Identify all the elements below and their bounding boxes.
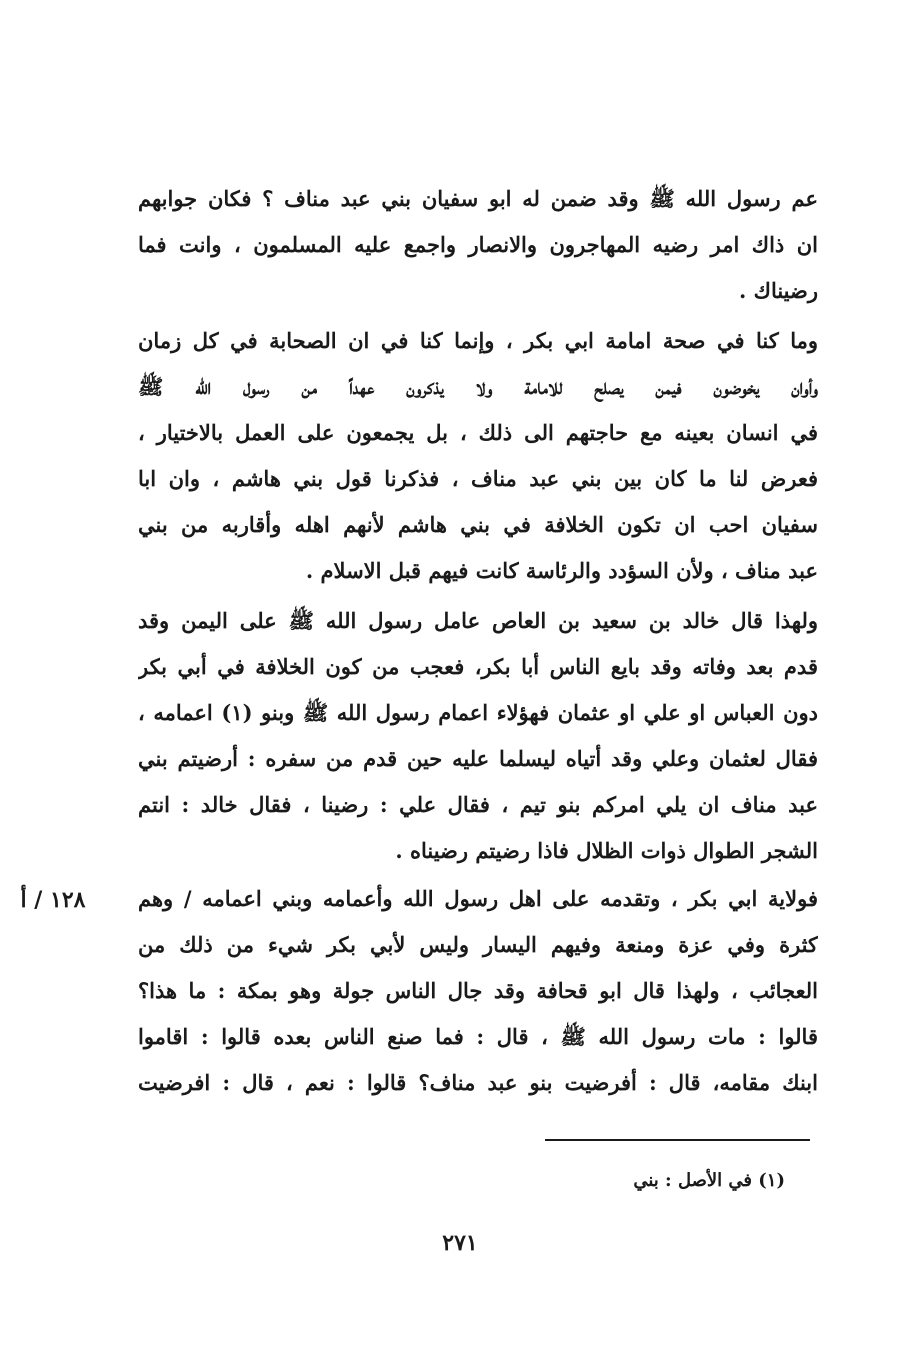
text-line: وما كنا في صحة امامة ابي بكر ، وإنما كنا في ان الصحابة في كل زمان [138, 328, 818, 353]
text-line: ولهذا قال خالد بن سعيد بن العاص عامل رسول الله ﷺ على اليمن وقد [138, 608, 818, 633]
text-line: ان ذاك امر رضيه المهاجرون والانصار واجمع عليه المسلمون ، وانت فما [138, 232, 818, 257]
text-line: فعرض لنا ما كان بين بني عبد مناف ، فذكرنا قول بني هاشم ، وان ابا [138, 466, 818, 491]
manuscript-folio-note: ١٢٨ / أ [20, 887, 86, 913]
text-line: فقال لعثمان وعلي وقد أتياه ليسلما عليه حين قدم من سفره : أرضيتم بني [138, 746, 818, 771]
text-line: قالوا : مات رسول الله ﷺ ، قال : فما صنع الناس بعده قالوا : اقاموا [138, 1024, 818, 1049]
text-line: الشجر الطوال ذوات الظلال فاذا رضيتم رضيناه . [395, 838, 818, 863]
text-line: وأوان يخوضون فيمن يصلح للامامة ولا يذكرون عهداً من رسول الله ﷺ [138, 374, 818, 399]
text-line: فولاية ابي بكر ، وتقدمه على اهل رسول الله وأعمامه وبني اعمامه / وهم [138, 886, 818, 911]
text-line: سفيان احب ان تكون الخلافة في بني هاشم لأنهم اهله وأقاربه من بني [138, 512, 818, 537]
text-line: عبد مناف ، ولأن السؤدد والرئاسة كانت فيهم قبل الاسلام . [305, 558, 818, 583]
paragraph-2 [138, 318, 818, 594]
text-line: في انسان بعينه مع حاجتهم الى ذلك ، بل يجمعون على العمل بالاختيار ، [138, 420, 818, 445]
footnote-divider [545, 1139, 810, 1141]
text-line: قدم بعد وفاته وقد بايع الناس أبا بكر، فعجب من كون الخلافة في أبي بكر [138, 654, 818, 679]
page-number: ٢٧١ [442, 1230, 478, 1256]
text-line: رضيناك . [739, 278, 818, 303]
text-line: ابنك مقامه، قال : أفرضيت بنو عبد مناف؟ قالوا : نعم ، قال : افرضيت [138, 1070, 818, 1095]
text-line: العجائب ، ولهذا قال ابو قحافة وقد جال الناس جولة وهو بمكة : ما هذا؟ [138, 978, 818, 1003]
text-line: عم رسول الله ﷺ وقد ضمن له ابو سفيان بني عبد مناف ؟ فكان جوابهم [138, 186, 818, 211]
footnote: (١) في الأصل : بني [633, 1170, 785, 1191]
paragraph-3 [138, 598, 818, 874]
text-line: دون العباس او علي او عثمان فهؤلاء اعمام رسول الله ﷺ وبنو (١) اعمامه ، [138, 700, 818, 725]
paragraph-4 [138, 876, 818, 1106]
text-line: عبد مناف ان يلي امركم بنو تيم ، فقال علي : رضينا ، فقال خالد : انتم [138, 792, 818, 817]
text-line: كثرة وفي عزة ومنعة وفيهم اليسار وليس لأبي بكر شيء من ذلك من [138, 932, 818, 957]
paragraph-1 [138, 176, 818, 314]
